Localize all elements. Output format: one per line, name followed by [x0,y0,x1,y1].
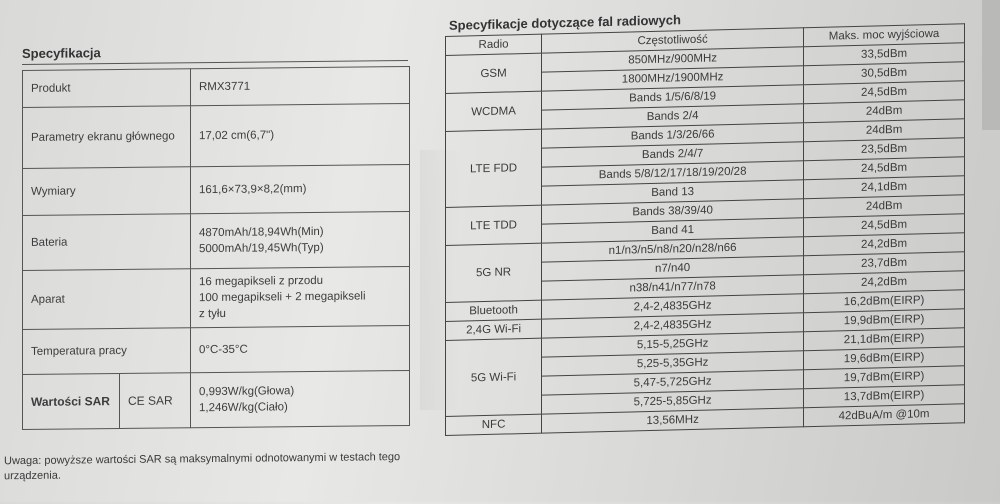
rf-radio-name: LTE FDD [446,129,542,207]
spec-value-line: 100 megapikseli + 2 megapikseli [199,290,366,305]
spec-value-line: z tyłu [199,307,226,321]
spec-key: Temperatura pracy [23,328,191,375]
rf-frequency: 5,25-5,35GHz [542,351,804,376]
rf-frequency: 5,47-5,725GHz [542,370,804,395]
rf-power: 24,5dBm [804,214,965,237]
rf-frequency: 850MHz/900MHz [542,47,804,72]
rf-frequency: n7/n40 [542,256,804,281]
spec-value-line: 16 megapikseli z przodu [199,274,324,289]
rf-frequency: Bands 1/3/26/66 [542,123,804,148]
spec-value-line: RMX3771 [199,80,251,94]
spec-value-line: 17,02 cm(6,7") [199,129,275,143]
rf-frequency: 13,56MHz [542,408,804,433]
sar-value-line: 1,246W/kg(Ciało) [199,401,288,415]
spec-value-line: 4870mAh/18,94Wh(Min) [199,225,324,240]
spec-key: Produkt [23,69,191,108]
rf-radio-name: NFC [446,414,542,435]
sar-note: Uwaga: powyższe wartości SAR są maksymalnymi odnotowanymi w testach tego urządzenia. [4,451,401,483]
sar-value-line: 0,993W/kg(Głowa) [199,385,295,399]
sar-label: Wartości SAR [23,374,120,430]
sar-row [23,370,410,429]
rf-frequency: Band 41 [542,218,804,243]
rf-power: 23,7dBm [804,252,965,275]
rf-power: 24,2dBm [804,271,965,294]
spec-row [23,266,410,329]
rf-frequency: Bands 5/8/12/17/18/19/20/28 [542,161,804,186]
spec-key: Parametry ekranu głównego [23,106,191,169]
spec-row [23,325,410,374]
rf-frequency: n38/n41/n77/n78 [542,275,804,300]
spec-value [191,66,410,105]
rf-frequency: Bands 2/4/7 [542,142,804,167]
rf-frequency: Bands 1/5/6/8/19 [542,85,804,110]
spec-value-line: 5000mAh/19,45Wh(Typ) [199,241,324,256]
spec-value [191,325,410,372]
rf-frequency: 5,15-5,25GHz [542,332,804,357]
rf-power: 30,5dBm [804,62,965,85]
rf-power: 19,6dBm(EIRP) [804,347,965,370]
spec-key: Wymiary [23,167,191,216]
rf-radio-name: LTE TDD [446,205,542,245]
rf-power: 23,5dBm [804,138,965,161]
spec-value [191,103,410,166]
spec-row [23,211,410,270]
rf-power: 16,2dBm(EIRP) [804,290,965,313]
rf-power: 19,7dBm(EIRP) [804,366,965,389]
rf-frequency: n1/n3/n5/n8/n20/n28/n66 [542,237,804,262]
spec-table [22,66,410,430]
sar-sublabel: CE SAR [120,373,191,429]
rf-frequency: 1800MHz/1900MHz [542,66,804,91]
rf-frequency: 5,725-5,85GHz [542,389,804,414]
rf-power: 24dBm [804,100,965,123]
rf-power: 24,5dBm [804,157,965,180]
rf-power: 42dBuA/m @10m [804,404,965,427]
spec-key: Bateria [23,214,191,271]
spec-key: Aparat [23,269,191,330]
rf-header-radio: Radio [446,34,542,55]
rf-power: 33,5dBm [804,43,965,66]
rf-radio-name: GSM [446,53,542,93]
rf-power: 24dBm [804,119,965,142]
left-page [0,0,430,504]
rf-frequency: Bands 38/39/40 [542,199,804,224]
rf-title: Specyfikacje dotyczące fal radiowych [449,12,681,33]
rf-power: 13,7dBm(EIRP) [804,385,965,408]
spec-value-line: 0°C-35°C [199,343,248,357]
rf-radio-name: 5G Wi-Fi [446,338,542,416]
spec-title: Specyfikacja [22,45,101,62]
rf-power: 24,2dBm [804,233,965,256]
spec-row [23,66,410,107]
spec-row [23,164,410,215]
spec-value [191,164,410,213]
rf-frequency: Band 13 [542,180,804,205]
rf-radio-name: 5G NR [446,243,542,302]
rf-radio-name: 2,4G Wi-Fi [446,319,542,340]
rf-table [445,23,965,436]
rf-frequency: Bands 2/4 [542,104,804,129]
rf-radio-name: WCDMA [446,91,542,131]
rf-power: 24,5dBm [804,81,965,104]
rf-radio-name: Bluetooth [446,300,542,321]
sar-values [191,370,410,427]
page-edge-tab [982,0,1000,130]
rf-power: 24dBm [804,195,965,218]
rf-power: 21,1dBm(EIRP) [804,328,965,351]
spec-title-rule [22,60,408,65]
spec-value [191,266,410,327]
spec-value-line: 161,6×73,9×8,2(mm) [199,183,307,197]
rf-frequency: 2,4-2,4835GHz [542,313,804,338]
rf-power: 24,1dBm [804,176,965,199]
rf-power: 19,9dBm(EIRP) [804,309,965,332]
rf-frequency: 2,4-2,4835GHz [542,294,804,319]
rf-header-frequency: Częstotliwość [542,28,804,53]
spec-value [191,211,410,268]
spec-row [23,103,410,168]
right-page [445,0,965,502]
rf-header-power: Maks. moc wyjściowa [804,24,965,47]
